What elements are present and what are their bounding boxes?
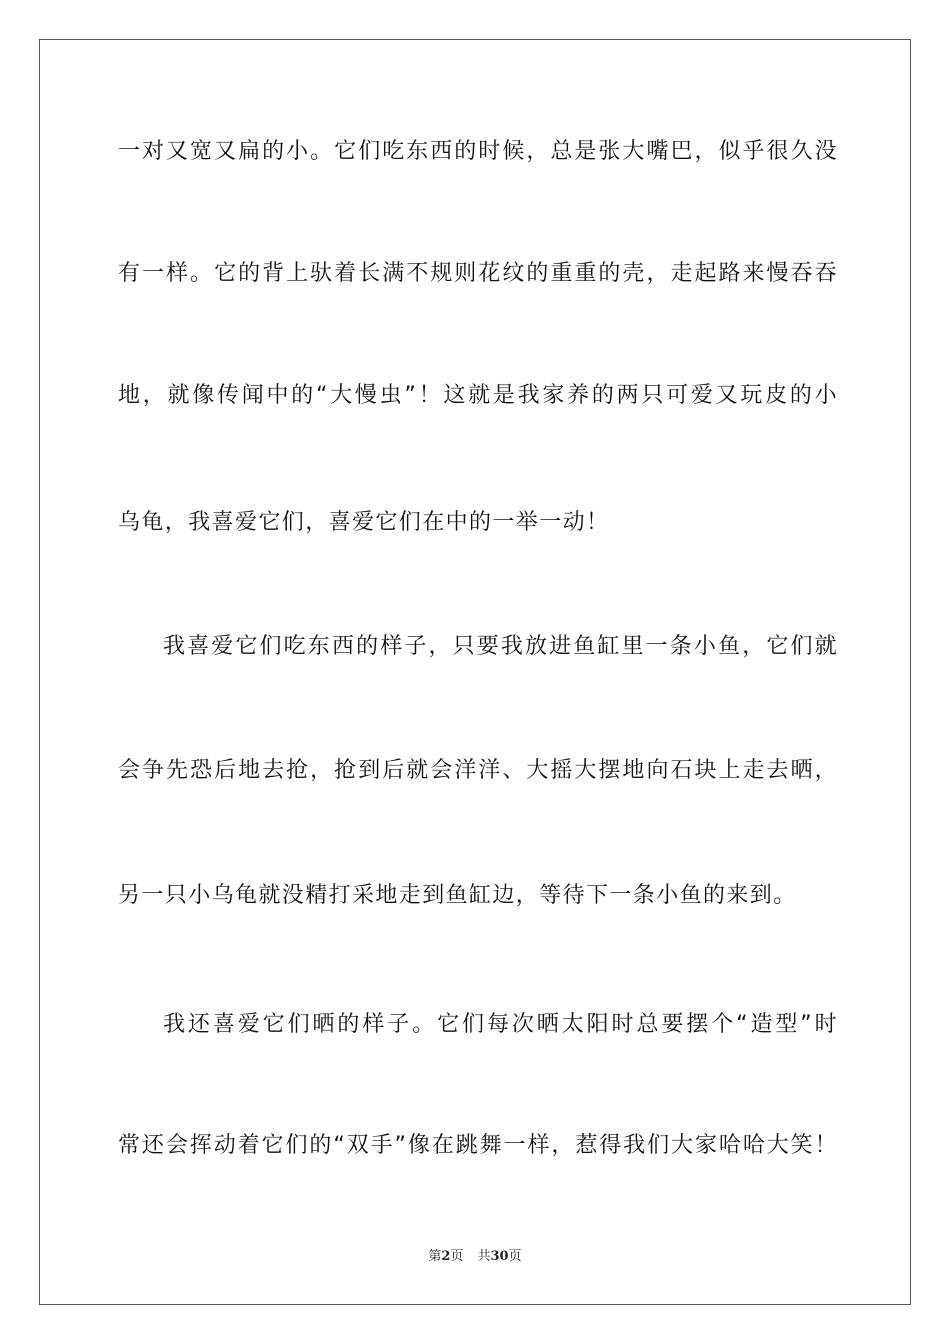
text-line-1: 一对又宽又扁的小。它们吃东西的时候，总是张大嘴巴，似乎很久没 bbox=[118, 139, 838, 164]
page-border bbox=[39, 39, 911, 1305]
page-footer bbox=[0, 1248, 950, 1266]
total-suffix: 页 bbox=[508, 1249, 522, 1264]
page-total: 30 bbox=[490, 1249, 509, 1264]
text-line-3: 地，就像传闻中的“大慢虫”！这就是我家养的两只可爱又玩皮的小 bbox=[118, 383, 838, 408]
text-line-5: 我喜爱它们吃东西的样子，只要我放进鱼缸里一条小鱼，它们就 bbox=[163, 634, 838, 659]
total-prefix: 共 bbox=[477, 1249, 491, 1264]
text-line-2: 有一样。它的背上驮着长满不规则花纹的重重的壳，走起路来慢吞吞 bbox=[118, 261, 838, 286]
text-line-8: 我还喜爱它们晒的样子。它们每次晒太阳时总要摆个“造型”时 bbox=[163, 1012, 838, 1037]
page-prefix: 第 bbox=[428, 1249, 442, 1264]
page-current: 2 bbox=[441, 1249, 451, 1264]
text-line-7: 另一只小乌龟就没精打采地走到鱼缸边，等待下一条小鱼的来到。 bbox=[118, 883, 797, 908]
text-line-9: 常还会挥动着它们的“双手”像在跳舞一样，惹得我们大家哈哈大笑！ bbox=[118, 1133, 838, 1158]
text-line-6: 会争先恐后地去抢，抢到后就会洋洋、大摇大摆地向石块上走去晒， bbox=[118, 758, 838, 783]
text-line-4: 乌龟，我喜爱它们，喜爱它们在中的一举一动！ bbox=[118, 510, 610, 535]
page-suffix: 页 bbox=[450, 1249, 464, 1264]
